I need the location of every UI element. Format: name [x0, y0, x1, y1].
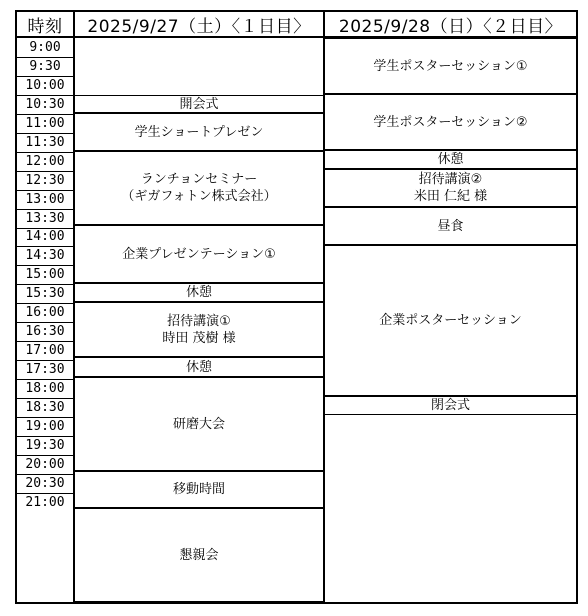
day1-event	[75, 113, 323, 151]
grid-line	[17, 133, 73, 134]
time-row-label: 15:30	[25, 286, 65, 302]
day1-event-line: 開会式	[179, 96, 219, 112]
grid-line	[17, 246, 73, 247]
day1-event-line: ランチョンセミナー	[140, 172, 258, 187]
day2-event-line: 米田 仁紀 様	[413, 189, 488, 204]
day1-event	[75, 377, 323, 471]
day1-event-line: 移動時間	[172, 482, 225, 497]
grid-line	[17, 76, 73, 77]
day2-event-line: 企業ポスターセッション	[379, 313, 522, 328]
grid-line	[325, 169, 576, 170]
time-row-label: 20:30	[25, 475, 65, 491]
day2-event-line: 招待講演②	[418, 172, 483, 187]
grid-line	[75, 283, 323, 284]
day1-event	[75, 302, 323, 357]
grid-line	[325, 245, 576, 246]
time-row-label: 12:30	[25, 172, 65, 188]
time-row-label: 9:00	[29, 39, 61, 55]
day2-event-line: 休憩	[437, 152, 464, 167]
grid-line	[325, 94, 576, 95]
time-row-label: 18:00	[25, 381, 65, 397]
time-row-label: 13:00	[25, 191, 65, 207]
time-column-header: 時刻	[27, 16, 63, 37]
grid-line	[325, 396, 576, 397]
grid-line	[75, 95, 323, 96]
day1-event	[75, 508, 323, 602]
grid-line	[325, 207, 576, 208]
grid-line	[323, 10, 325, 602]
day1-event-line: 企業プレゼンテーション①	[122, 246, 276, 262]
grid-line	[17, 114, 73, 115]
grid-line	[17, 341, 73, 342]
time-row-label: 16:00	[25, 305, 65, 321]
day2-event-line: 昼食	[437, 218, 464, 234]
grid-line	[17, 474, 73, 475]
grid-line	[17, 284, 73, 285]
grid-line	[75, 601, 323, 602]
day2-event	[325, 245, 576, 396]
grid-line	[17, 57, 73, 58]
time-row-label: 17:30	[25, 362, 65, 378]
grid-line	[325, 414, 576, 415]
time-row-label: 11:30	[25, 134, 65, 150]
grid-line	[17, 303, 73, 304]
grid-line	[17, 171, 73, 172]
time-row-label: 14:00	[25, 229, 65, 245]
day1-event-line: 休憩	[185, 285, 212, 300]
grid-line	[75, 302, 323, 303]
day1-event-line: （ギガフォトン株式会社）	[121, 189, 277, 204]
grid-line	[75, 471, 323, 472]
day2-event-line: 閉会式	[430, 398, 470, 413]
time-row-label: 12:00	[25, 153, 65, 169]
day1-event	[75, 151, 323, 225]
day2-event-line: 学生ポスターセッション②	[373, 114, 528, 130]
grid-line	[17, 190, 73, 191]
grid-line	[17, 209, 73, 210]
day2-event	[325, 396, 576, 415]
day2-event	[325, 207, 576, 245]
time-row-label: 16:30	[25, 324, 65, 340]
time-row-label: 15:00	[25, 267, 65, 283]
grid-line	[17, 493, 73, 494]
day1-event-line: 時田 茂樹 様	[162, 330, 236, 346]
grid-line	[75, 357, 323, 358]
grid-line	[75, 151, 323, 152]
day1-event	[75, 95, 323, 113]
grid-line	[75, 225, 323, 226]
day1-event-line: 休憩	[185, 359, 212, 375]
time-row-label: 17:00	[25, 343, 65, 359]
day1-event	[75, 471, 323, 508]
time-row-label: 10:30	[25, 96, 65, 112]
grid-line	[17, 360, 73, 361]
grid-line	[17, 228, 73, 229]
day2-event	[325, 38, 576, 94]
grid-line	[17, 455, 73, 456]
day2-event-line: 学生ポスターセッション①	[373, 58, 528, 74]
time-row-label: 9:30	[29, 58, 61, 74]
grid-line	[325, 150, 576, 151]
day1-event	[75, 225, 323, 283]
grid-line	[17, 417, 73, 418]
time-row-label: 19:00	[25, 418, 65, 434]
day2-event	[325, 150, 576, 169]
grid-line	[17, 379, 73, 380]
grid-line	[17, 398, 73, 399]
grid-line	[325, 38, 576, 39]
time-row-label: 14:30	[25, 248, 65, 264]
grid-line	[17, 436, 73, 437]
time-row-label: 21:00	[25, 494, 65, 510]
grid-line	[75, 377, 323, 378]
grid-line	[75, 508, 323, 509]
day1-event	[75, 283, 323, 302]
day1-event	[75, 357, 323, 377]
grid-line	[17, 322, 73, 323]
time-row-label: 20:00	[25, 456, 65, 472]
grid-line	[17, 265, 73, 266]
time-row-label: 18:30	[25, 400, 65, 416]
time-row-label: 11:00	[25, 115, 65, 131]
grid-line	[17, 95, 73, 96]
grid-line	[17, 152, 73, 153]
day1-event-line: 懇親会	[179, 547, 219, 563]
day2-event	[325, 169, 576, 207]
time-row-label: 10:00	[25, 77, 65, 93]
day1-event-line: 研磨大会	[172, 416, 225, 432]
time-row-label: 19:30	[25, 437, 65, 453]
grid-line	[73, 10, 75, 602]
day2-event	[325, 94, 576, 150]
day2-column-header: 2025/9/28（日）〈２日目〉	[338, 16, 563, 37]
grid-line	[75, 113, 323, 114]
day1-event-line: 学生ショートプレゼン	[134, 124, 264, 140]
day1-column-header: 2025/9/27（土）〈１日目〉	[87, 16, 311, 37]
time-row-label: 13:30	[25, 210, 65, 226]
day1-event-line: 招待講演①	[167, 313, 231, 329]
